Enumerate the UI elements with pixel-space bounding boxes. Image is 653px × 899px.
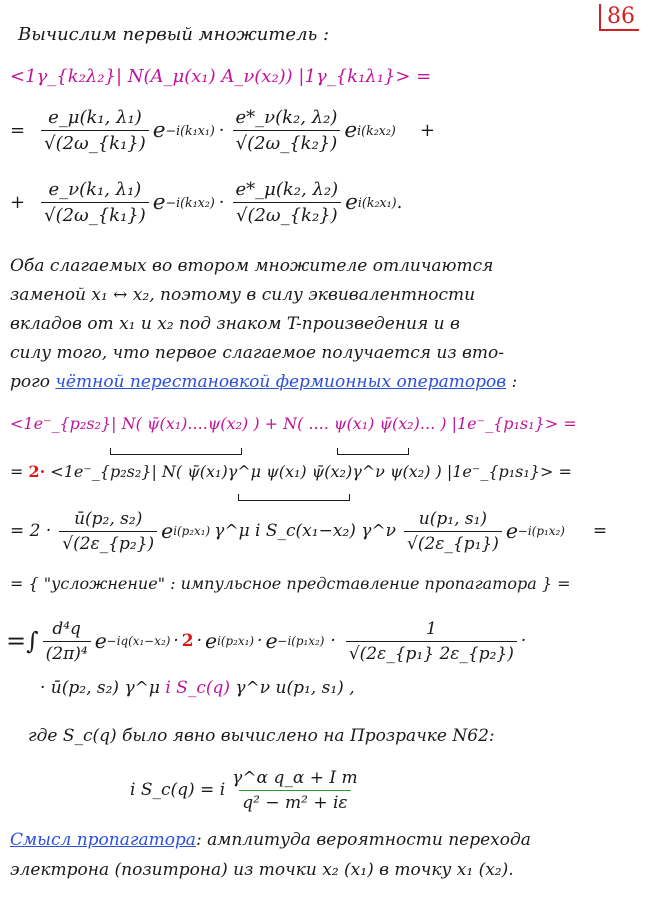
denominator: √(2ω_{k₂}) <box>233 202 341 226</box>
paragraph-line <box>10 372 517 392</box>
numerator: e_ν(k₁, λ₁) <box>48 178 142 200</box>
fraction <box>41 179 149 226</box>
fraction <box>233 107 341 154</box>
dot-operator: · <box>520 631 527 651</box>
propagator-formula <box>130 760 365 820</box>
plus-sign: + <box>10 191 26 213</box>
paragraph-line: Оба слагаемых во втором множителе отличаются <box>10 256 494 276</box>
numerator: γ^α q_α + I m <box>232 767 358 788</box>
exponential: e <box>94 629 107 653</box>
term-1 <box>10 100 435 160</box>
equation-2 <box>10 462 572 481</box>
note-line: где S_c(q) было явно вычислено на Прозрачке N62: <box>28 726 495 746</box>
denominator: √(2ω_{k₁}) <box>41 130 149 154</box>
denominator: √(2ε_{p₂}) <box>59 531 157 554</box>
colon: : <box>511 372 518 392</box>
numerator: u(p₁, s₁) <box>418 508 488 529</box>
fraction <box>229 768 360 813</box>
exponent: −i(k₁x₁) <box>165 122 215 138</box>
paragraph-line: заменой x₁ ↔ x₂, поэтому в силу эквивалентности <box>10 285 476 305</box>
braket-fermion: <1e⁻_{p₂s₂}| N( ψ̄(x₁)....ψ(x₂) ) + N( .... ψ(x₁) ψ̄(x₂)... ) |1e⁻_{p₁s₁}> = <box>10 414 577 433</box>
contraction-marks <box>110 440 450 459</box>
spinor-factor: γ^ν u(p₁, s₁) , <box>235 678 355 698</box>
braket-photon: <1γ_{k₂λ₂}| N(A_μ(x₁) A_ν(x₂)) |1γ_{k₁λ₁}> = <box>10 66 432 87</box>
numerator: e_μ(k₁, λ₁) <box>48 106 142 128</box>
fraction <box>233 179 342 226</box>
dot-operator: · <box>173 631 179 651</box>
equation-4: = { "усложнение" : импульсное представление пропагатора } = <box>10 574 571 593</box>
numerator: ū(p₂, s₂) <box>74 508 143 529</box>
exponential: e <box>505 519 518 543</box>
prefix: = 2 · <box>10 521 52 541</box>
numerator: 1 <box>425 618 437 639</box>
exponent: −iq(x₁−x₂) <box>106 634 171 648</box>
exponential: e <box>205 629 218 653</box>
denominator: √(2ε_{p₁}) <box>404 531 502 554</box>
highlighted-phrase: Смысл пропагатора <box>10 830 196 850</box>
fraction <box>404 509 502 554</box>
propagator: i S_c(q) <box>165 678 230 698</box>
fraction <box>346 619 517 664</box>
fraction <box>59 509 157 554</box>
conclusion-text: : амплитуда вероятности перехода <box>195 830 531 850</box>
denominator: (2π)⁴ <box>43 641 91 664</box>
equation-3 <box>10 500 607 562</box>
factor-two: 2 <box>181 631 194 651</box>
page-number: 86 <box>599 4 639 31</box>
exponential: e <box>344 117 358 143</box>
paragraph-text: рого <box>10 372 50 392</box>
factor-two: 2· <box>28 462 46 481</box>
numerator: d⁴q <box>52 618 81 639</box>
equals-sign: = <box>10 119 26 141</box>
propagator-term: γ^μ i S_c(x₁−x₂) γ^ν <box>214 521 396 541</box>
denominator: √(2ω_{k₂}) <box>233 130 341 154</box>
exponent: −i(p₁x₂) <box>277 634 325 648</box>
period: . <box>396 191 403 213</box>
paragraph-line: силу того, что первое слагаемое получается из вто- <box>10 343 504 363</box>
exponential: e <box>152 117 166 143</box>
exponential: e <box>265 629 278 653</box>
numerator: e*_ν(k₂, λ₂) <box>235 106 338 128</box>
exponent: i(k₂x₂) <box>357 122 396 138</box>
dot-operator: · <box>218 119 225 141</box>
exponent: −i(p₁x₂) <box>517 524 565 538</box>
exponent: i(k₂x₁) <box>357 194 397 210</box>
denominator: √(2ω_{k₁}) <box>41 202 149 226</box>
highlighted-phrase: чётной перестановкой фермионных операторов <box>55 372 507 392</box>
exponent: i(p₂x₁) <box>173 524 211 538</box>
matrix-element: <1e⁻_{p₂s₂}| N( ψ̄(x₁)γ^μ ψ(x₁) ψ̄(x₂)γ^ν ψ(x₂) ) |1e⁻_{p₁s₁}> = <box>50 462 572 481</box>
equals-sign: = <box>592 521 608 541</box>
exponential: e <box>345 189 358 215</box>
contraction-brace <box>110 448 242 455</box>
exponential: e <box>161 519 174 543</box>
exponent: −i(k₁x₂) <box>165 194 215 210</box>
denominator: √(2ε_{p₁} 2ε_{p₂}) <box>346 641 517 664</box>
paragraph-line: вкладов от x₁ и x₂ под знаком T-произведения и в <box>10 314 460 334</box>
equation-5 <box>6 610 526 672</box>
dot-operator: · <box>257 631 263 651</box>
fraction <box>41 107 149 154</box>
dot-operator: · <box>196 631 203 651</box>
dot-operator: · <box>218 191 225 213</box>
plus-sign: + <box>419 119 435 141</box>
fraction <box>43 619 91 664</box>
equation-6 <box>40 678 355 698</box>
propagator-lhs: i S_c(q) = i <box>130 780 226 800</box>
equals-sign: = <box>10 462 24 481</box>
heading: Вычислим первый множитель : <box>18 24 330 45</box>
exponential: e <box>152 189 166 215</box>
dot-operator: · <box>330 631 336 651</box>
conclusion-line: электрона (позитрона) из точки x₂ (x₁) в точку x₁ (x₂). <box>10 860 514 880</box>
conclusion-line <box>10 830 531 850</box>
numerator: e*_μ(k₂, λ₂) <box>235 178 339 200</box>
integral: =∫ <box>6 627 39 655</box>
exponent: i(p₂x₁) <box>217 634 255 648</box>
denominator: q² − m² + iε <box>239 790 350 813</box>
term-2 <box>10 172 402 232</box>
contraction-brace <box>337 448 409 455</box>
spinor-factor: · ū(p₂, s₂) γ^μ <box>40 678 160 698</box>
